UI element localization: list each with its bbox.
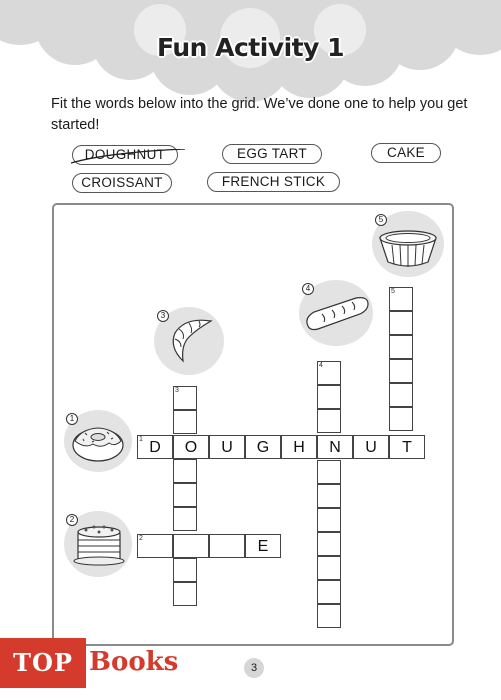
across-1-cell[interactable]: [173, 435, 209, 459]
across-1-cell[interactable]: [245, 435, 281, 459]
down-5-cell[interactable]: [389, 407, 413, 431]
instructions-text: Fit the words below into the grid. We’ve done one to help you get started!: [51, 96, 468, 133]
clue-4-number: 4: [302, 283, 314, 295]
cell-letter: E: [257, 538, 269, 555]
down-3-cell[interactable]: [173, 558, 197, 582]
word-doughnut: [72, 145, 178, 165]
across-1-cell[interactable]: [137, 435, 173, 459]
cell-number: 4: [319, 362, 323, 369]
down-3-cell[interactable]: [173, 386, 197, 410]
page-title: Fun Activity 1: [156, 33, 345, 62]
down-5-cell[interactable]: [389, 383, 413, 407]
word-label: CROISSANT: [81, 175, 163, 190]
down-3-cell[interactable]: [173, 582, 197, 606]
egg-tart-icon: [376, 228, 440, 270]
clue-5-number: 5: [375, 214, 387, 226]
cell-letter: U: [221, 439, 233, 456]
down-3-cell[interactable]: [173, 483, 197, 507]
logo-top-text: TOP: [0, 638, 86, 688]
down-3-cell[interactable]: [173, 459, 197, 483]
across-2-cell[interactable]: [245, 534, 281, 558]
strike-through-mark: [69, 149, 189, 165]
word-label: CAKE: [387, 145, 425, 160]
across-2-cell[interactable]: [173, 534, 209, 558]
cell-letter: N: [329, 439, 341, 456]
across-1-cell[interactable]: [209, 435, 245, 459]
down-4-cell[interactable]: [317, 409, 341, 433]
cell-letter: T: [402, 439, 412, 456]
word-label: EGG TART: [237, 146, 307, 161]
word-french-stick: [207, 172, 340, 192]
down-5-cell[interactable]: [389, 287, 413, 311]
down-4-cell[interactable]: [317, 604, 341, 628]
down-4-cell[interactable]: [317, 556, 341, 580]
word-label: DOUGHNUT: [84, 147, 166, 162]
cell-number: 5: [391, 288, 395, 295]
down-4-cell[interactable]: [317, 532, 341, 556]
clue-3-number: 3: [157, 310, 169, 322]
word-egg-tart: [222, 144, 322, 164]
cell-letter: D: [149, 439, 161, 456]
clue-2-number: 2: [66, 514, 78, 526]
across-1-cell[interactable]: [353, 435, 389, 459]
cell-letter: O: [184, 439, 198, 456]
cell-number: 1: [139, 436, 143, 443]
down-5-cell[interactable]: [389, 311, 413, 335]
across-1-cell[interactable]: [389, 435, 425, 459]
cell-number: 3: [175, 387, 179, 394]
croissant-icon: [165, 315, 217, 365]
word-croissant: [72, 173, 172, 193]
down-4-cell[interactable]: [317, 361, 341, 385]
across-2-cell[interactable]: [137, 534, 173, 558]
logo-books-text: Books: [89, 647, 179, 677]
word-label: FRENCH STICK: [221, 174, 326, 189]
down-4-cell[interactable]: [317, 484, 341, 508]
cell-letter: H: [293, 439, 305, 456]
cake-icon: [72, 522, 126, 566]
down-3-cell[interactable]: [173, 507, 197, 531]
page-number: 3: [244, 658, 264, 678]
down-5-cell[interactable]: [389, 359, 413, 383]
down-3-cell[interactable]: [173, 410, 197, 434]
word-cake: [371, 143, 441, 163]
down-4-cell[interactable]: [317, 508, 341, 532]
cell-letter: U: [365, 439, 377, 456]
french-stick-icon: [304, 296, 370, 332]
cell-number: 2: [139, 535, 143, 542]
down-5-cell[interactable]: [389, 335, 413, 359]
across-1-cell[interactable]: [281, 435, 317, 459]
down-4-cell[interactable]: [317, 460, 341, 484]
across-2-cell[interactable]: [209, 534, 245, 558]
down-4-cell[interactable]: [317, 580, 341, 604]
across-1-cell[interactable]: [317, 435, 353, 459]
clue-1-number: 1: [66, 413, 78, 425]
cell-letter: G: [256, 439, 270, 456]
doughnut-icon: [71, 423, 125, 463]
down-4-cell[interactable]: [317, 385, 341, 409]
topbooks-logo: [0, 638, 190, 688]
